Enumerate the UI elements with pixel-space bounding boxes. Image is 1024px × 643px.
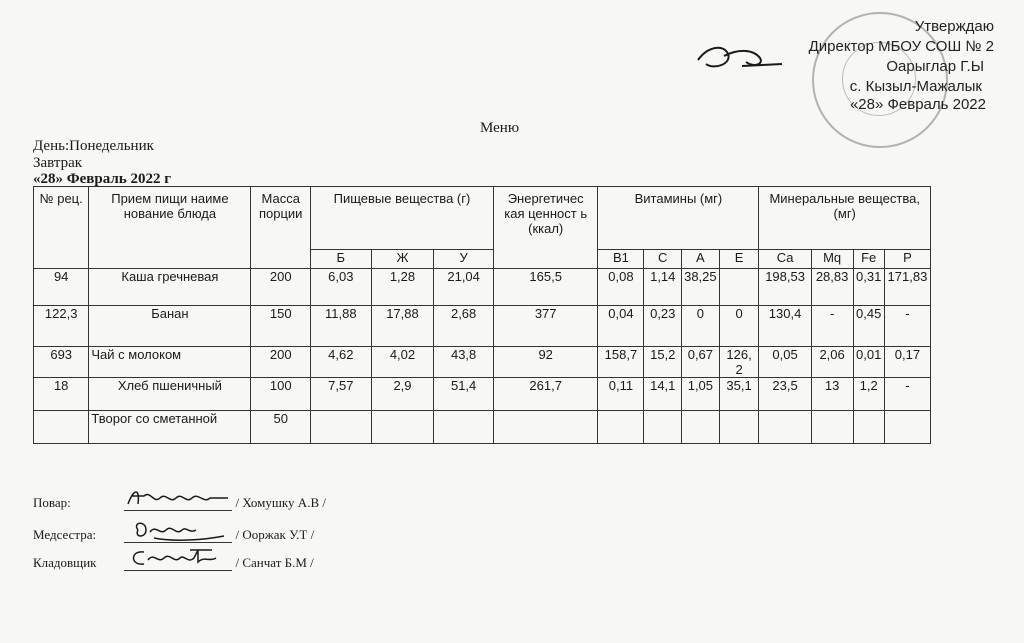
table-cell: 21,04 [434,269,494,306]
header-mass: Масса порции [251,187,311,269]
table-cell: 1,05 [682,378,720,411]
table-cell: 18 [34,378,89,411]
header-dish: Прием пищи наиме нование блюда [89,187,251,269]
store-signature [124,552,232,571]
table-cell: 377 [493,306,598,347]
table-cell: 126, 2 [719,347,759,378]
subheader-u: У [434,250,494,269]
store-row [33,552,314,571]
day-label: День:Понедельник [33,138,154,154]
table-cell: 165,5 [493,269,598,306]
dish-name-cell: Банан [89,306,251,347]
table-cell: 171,83 [884,269,930,306]
table-cell: 4,02 [371,347,434,378]
subheader-b: Б [311,250,372,269]
table-cell: 198,53 [759,269,811,306]
nurse-label: Медсестра: [33,527,97,542]
table-cell: 13 [811,378,853,411]
approval-line-1: Утверждаю [914,18,994,35]
table-cell: 0,05 [759,347,811,378]
table-cell: 1,2 [853,378,884,411]
table-cell: 158,7 [598,347,644,378]
header-minerals: Минеральные вещества, (мг) [759,187,931,250]
subheader-ca: Са [759,250,811,269]
table-cell: 200 [251,347,311,378]
header-nutrients: Пищевые вещества (г) [311,187,494,250]
table-cell: 11,88 [311,306,372,347]
store-name: / Санчат Б.М / [235,555,314,570]
approval-line-3: Оарыглар Г.Ы [886,58,984,75]
subheader-fe: Fe [853,250,884,269]
table-cell [853,411,884,444]
nurse-name: / Ооржак У.Т / [235,527,315,542]
table-cell [434,411,494,444]
table-cell [644,411,682,444]
menu-table [33,186,931,444]
table-row [34,411,931,444]
page-title: Меню [480,120,520,136]
table-cell: 14,1 [644,378,682,411]
nurse-signature [124,524,232,543]
table-cell: 94 [34,269,89,306]
table-cell: 693 [34,347,89,378]
table-cell: 6,03 [311,269,372,306]
table-cell: 0 [682,306,720,347]
table-cell: 0 [719,306,759,347]
director-signature [694,40,784,74]
table-cell: 7,57 [311,378,372,411]
table-cell [719,411,759,444]
cook-label: Повар: [33,495,71,510]
table-cell: 130,4 [759,306,811,347]
dish-name-cell: Каша гречневая [89,269,251,306]
table-cell: 261,7 [493,378,598,411]
table-row [34,347,931,378]
cook-row [33,492,326,511]
table-cell [811,411,853,444]
table-cell: - [811,306,853,347]
header-vitamins: Витамины (мг) [598,187,759,250]
table-row [34,378,931,411]
table-cell [598,411,644,444]
table-cell [682,411,720,444]
table-cell: 150 [251,306,311,347]
date-label: «28» Февраль 2022 г [33,171,172,187]
table-row [34,306,931,347]
header-energy: Энергетичес кая ценност ь (ккал) [493,187,598,269]
table-cell: 2,06 [811,347,853,378]
nurse-row [33,524,314,543]
table-cell: 17,88 [371,306,434,347]
table-cell: 0,67 [682,347,720,378]
table-cell: 0,08 [598,269,644,306]
table-cell [371,411,434,444]
table-cell: 2,68 [434,306,494,347]
table-cell [34,411,89,444]
table-cell: 122,3 [34,306,89,347]
table-cell: 1,14 [644,269,682,306]
table-cell: 43,8 [434,347,494,378]
approval-line-2: Директор МБОУ СОШ № 2 [808,38,994,55]
table-cell: 23,5 [759,378,811,411]
subheader-zh: Ж [371,250,434,269]
table-cell: 51,4 [434,378,494,411]
subheader-p: Р [884,250,930,269]
table-cell: - [884,306,930,347]
header-rec: № рец. [34,187,89,269]
table-cell: 0,23 [644,306,682,347]
table-cell: 0,01 [853,347,884,378]
table-cell [311,411,372,444]
table-cell: 0,17 [884,347,930,378]
table-cell [493,411,598,444]
table-cell [759,411,811,444]
table-cell: 38,25 [682,269,720,306]
dish-name-cell: Творог со сметанной [89,411,251,444]
table-cell: 0,45 [853,306,884,347]
approval-line-4: с. Кызыл-Мажалык [849,78,982,95]
table-row [34,269,931,306]
store-label: Кладовщик [33,555,97,570]
subheader-b1: В1 [598,250,644,269]
table-cell: 15,2 [644,347,682,378]
table-cell: 92 [493,347,598,378]
meal-label: Завтрак [33,155,83,171]
table-cell: 50 [251,411,311,444]
subheader-e: Е [719,250,759,269]
approval-line-5: «28» Февраль 2022 [849,96,986,113]
subheader-mg: Мq [811,250,853,269]
table-cell: - [884,378,930,411]
table-cell: 2,9 [371,378,434,411]
table-cell [719,269,759,306]
cook-name: / Хомушку А.В / [235,495,326,510]
table-cell: 4,62 [311,347,372,378]
cook-signature [124,492,232,511]
table-cell: 1,28 [371,269,434,306]
table-cell: 0,11 [598,378,644,411]
table-cell: 200 [251,269,311,306]
table-cell: 100 [251,378,311,411]
table-cell [884,411,930,444]
table-cell: 35,1 [719,378,759,411]
subheader-a: А [682,250,720,269]
dish-name-cell: Чай с молоком [89,347,251,378]
table-cell: 0,31 [853,269,884,306]
table-cell: 28,83 [811,269,853,306]
dish-name-cell: Хлеб пшеничный [89,378,251,411]
table-cell: 0,04 [598,306,644,347]
subheader-c: С [644,250,682,269]
